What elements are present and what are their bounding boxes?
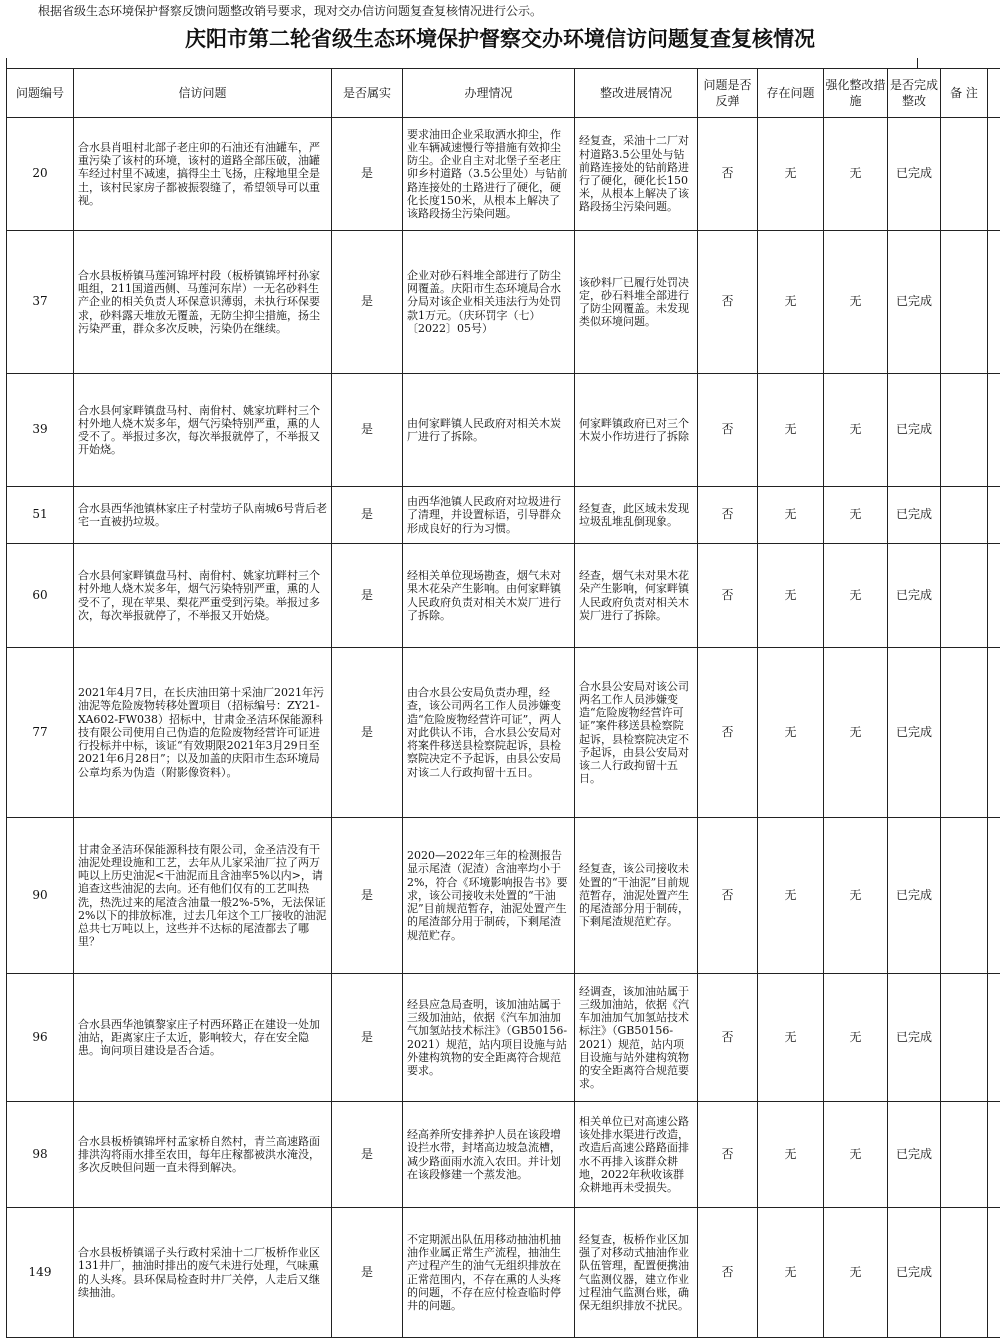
completed-cell: 已完成 — [888, 818, 941, 974]
issue-text-cell: 合水县何家畔镇盘马村、南佾村、姚家坑畔村三个村外地人烧木炭多年，烟气污染特别严重，熏的人受不了，现在苹果、梨花严重受到污染。举报过多次，每次举报就停了，不举报又开始烧。 — [74, 544, 332, 648]
problem-cell: 无 — [758, 1208, 824, 1338]
progress-cell: 何家畔镇政府已对三个木炭小作坊进行了拆除 — [575, 374, 698, 487]
handling-cell: 要求油田企业采取洒水抑尘，作业车辆减速慢行等措施有效抑尘防尘。企业自主对北堡子至老庄卯乡村道路（3.5公里处）与钻前路连接处的土路进行了硬化，硬化长度150米，从根本上解决了该路段扬尘污染问题。 — [403, 118, 575, 231]
issue-text-cell: 甘肃金圣洁环保能源科技有限公司，金圣洁没有干油泥处理设施和工艺，去年从儿家采油厂拉了两万吨以上历史油泥<干油泥而且含油率5%以内>，请追查这些油泥的去向。还有他们仅有的工艺叫热洗，热洗过来的尾渣含油量一般2%-5%，无法保证2%以下的排放标准，过去几年这个工厂接收的油泥总共七万吨以上，这些并不达标的尾渣都去了哪里？ — [74, 818, 332, 974]
rebound-cell: 否 — [698, 118, 758, 231]
rebound-cell: 否 — [698, 1102, 758, 1208]
issue-id-cell: 149 — [7, 1208, 74, 1338]
completed-cell: 已完成 — [888, 231, 941, 374]
issue-id-cell: 39 — [7, 374, 74, 487]
handling-cell: 由西华池镇人民政府对垃圾进行了清理，并设置标语，引导群众形成良好的行为习惯。 — [403, 487, 575, 544]
measure-cell: 无 — [824, 1208, 888, 1338]
completed-cell: 已完成 — [888, 118, 941, 231]
column-header: 强化整改措施 — [824, 69, 888, 118]
problem-cell: 无 — [758, 818, 824, 974]
measure-cell: 无 — [824, 1102, 888, 1208]
note-cell — [941, 487, 988, 544]
verified-cell: 是 — [332, 1102, 403, 1208]
rebound-cell: 否 — [698, 974, 758, 1102]
note-cell — [941, 648, 988, 818]
verified-cell: 是 — [332, 818, 403, 974]
column-header: 整改进展情况 — [575, 69, 698, 118]
problem-cell: 无 — [758, 544, 824, 648]
issue-text-cell: 合水县板桥镇锦坪村孟家桥自然村，青兰高速路面排洪沟将雨水排至农田，每年庄稼都被洪水淹没，多次反映但问题一直未得到解决。 — [74, 1102, 332, 1208]
column-header: 是否完成整改 — [888, 69, 941, 118]
note-cell — [941, 818, 988, 974]
verified-cell: 是 — [332, 648, 403, 818]
blank-cell — [988, 648, 1000, 818]
completed-cell: 已完成 — [888, 1208, 941, 1338]
completed-cell: 已完成 — [888, 487, 941, 544]
verified-cell: 是 — [332, 231, 403, 374]
problem-cell: 无 — [758, 974, 824, 1102]
verified-cell: 是 — [332, 1208, 403, 1338]
blank-cell — [988, 118, 1000, 231]
column-header: 信访问题 — [74, 69, 332, 118]
progress-cell: 经复查，采油十二厂对村道路3.5公里处与钻前路连接处的钻前路进行了硬化，硬化长150米，从根本上解决了该路段扬尘污染问题。 — [575, 118, 698, 231]
issue-text-cell: 合水县肖咀村北部子老庄卯的石油还有油罐车，严重污染了该村的环境，该村的道路全部压破，油罐车经过村里不减速，搞得尘土飞扬，庄稼地里全是土，该村民家房子都被振裂缝了，希望领导可以重视。 — [74, 118, 332, 231]
note-cell — [941, 374, 988, 487]
problem-cell: 无 — [758, 374, 824, 487]
problem-cell: 无 — [758, 118, 824, 231]
completed-cell: 已完成 — [888, 974, 941, 1102]
note-cell — [941, 974, 988, 1102]
progress-cell: 经复查，板桥作业区加强了对移动式抽油作业队伍管理，配置便携油气监测仪器，建立作业过程油气监测台账，确保无组织排放不扰民。 — [575, 1208, 698, 1338]
rebound-cell: 否 — [698, 648, 758, 818]
measure-cell: 无 — [824, 648, 888, 818]
table-row — [7, 118, 1000, 231]
column-header: 备 注 — [941, 69, 988, 118]
measure-cell: 无 — [824, 818, 888, 974]
note-cell — [941, 1102, 988, 1208]
measure-cell: 无 — [824, 374, 888, 487]
issue-text-cell: 合水县板桥镇谣子头行政村采油十二厂板桥作业区131井厂，抽油时排出的废气未进行处理，气味熏的人头疼。县环保局检查时井厂关停，人走后又继续抽油。 — [74, 1208, 332, 1338]
handling-cell: 经相关单位现场勘查，烟气未对果木花朵产生影响。由何家畔镇人民政府负责对相关木炭厂进行了拆除。 — [403, 544, 575, 648]
verified-cell: 是 — [332, 118, 403, 231]
header-row — [7, 69, 1000, 118]
table-row — [7, 231, 1000, 374]
completed-cell: 已完成 — [888, 374, 941, 487]
column-header: 办理情况 — [403, 69, 575, 118]
issue-text-cell: 合水县板桥镇马莲河锦坪村段（板桥镇锦坪村孙家咀组，211国道西侧、马莲河东岸）一无名砂料生产企业的相关负责人环保意识薄弱，未执行环保要求，砂料露天堆放无覆盖，无防尘抑尘措施，扬尘污染严重，群众多次反映，污染仍在继续。 — [74, 231, 332, 374]
rebound-cell: 否 — [698, 487, 758, 544]
progress-cell: 合水县公安局对该公司两名工作人员涉嫌变造“危险废物经营许可证”案件移送县检察院起诉，县检察院决定不予起诉，由县公安局对该二人行政拘留十五日。 — [575, 648, 698, 818]
progress-cell: 经调查，该加油站属于三级加油站，依据《汽车加油加气加氢站技术标注》（GB50156-2021）规范，站内项目设施与站外建构筑物的安全距离符合规范要求。 — [575, 974, 698, 1102]
measure-cell: 无 — [824, 487, 888, 544]
blank-header-cell — [988, 69, 1000, 118]
problem-cell: 无 — [758, 1102, 824, 1208]
table-row — [7, 544, 1000, 648]
verified-cell: 是 — [332, 487, 403, 544]
column-header: 问题编号 — [7, 69, 74, 118]
review-table — [6, 68, 1000, 1338]
problem-cell: 无 — [758, 648, 824, 818]
handling-cell: 2020—2022年三年的检测报告显示尾渣（泥渣）含油率均小于2%，符合《环境影响报告书》要求，该公司接收未处置的“干油泥”目前规范暂存，油泥处置产生的尾渣部分用于制砖，下剩尾渣规范贮存。 — [403, 818, 575, 974]
intro-text: 根据省级生态环境保护督察反馈问题整改销号要求，现对交办信访问题复查复核情况进行公示。 — [38, 2, 542, 20]
problem-cell: 无 — [758, 231, 824, 374]
handling-cell: 经县应急局查明，该加油站属于三级加油站，依据《汽车加油加气加氢站技术标注》（GB50156-2021）规范，站内项目设施与站外建构筑物的安全距离符合规范要求。 — [403, 974, 575, 1102]
issue-id-cell: 96 — [7, 974, 74, 1102]
issue-id-cell: 51 — [7, 487, 74, 544]
issue-id-cell: 90 — [7, 818, 74, 974]
verified-cell: 是 — [332, 974, 403, 1102]
completed-cell: 已完成 — [888, 1102, 941, 1208]
note-cell — [941, 544, 988, 648]
rebound-cell: 否 — [698, 374, 758, 487]
progress-cell: 相关单位已对高速公路该处排水渠进行改造，改造后高速公路路面排水不再排入该群众耕地，2022年秋收该群众耕地再未受损失。 — [575, 1102, 698, 1208]
table-row — [7, 1208, 1000, 1338]
issue-text-cell: 合水县西华池镇黎家庄子村西环路正在建设一处加油站，距离家庄子太近，影响较大，存在安全隐患。询问项目建设是否合适。 — [74, 974, 332, 1102]
table-row — [7, 818, 1000, 974]
handling-cell: 企业对砂石料堆全部进行了防尘网覆盖。庆阳市生态环境局合水分局对该企业相关违法行为处罚款1万元。（庆环罚字（七）〔2022〕05号） — [403, 231, 575, 374]
blank-cell — [988, 818, 1000, 974]
table-row — [7, 374, 1000, 487]
handling-cell: 由何家畔镇人民政府对相关木炭厂进行了拆除。 — [403, 374, 575, 487]
blank-cell — [988, 1102, 1000, 1208]
blank-cell — [988, 487, 1000, 544]
rebound-cell: 否 — [698, 544, 758, 648]
completed-cell: 已完成 — [888, 648, 941, 818]
handling-cell: 由合水县公安局负责办理，经查，该公司两名工作人员涉嫌变造“危险废物经营许可证”，两人对此供认不讳，合水县公安局对将案件移送县检察院起诉，县检察院决定不予起诉，由县公安局对该二人行政拘留十五日。 — [403, 648, 575, 818]
progress-cell: 该砂料厂已履行处罚决定，砂石料堆全部进行了防尘网覆盖。未发现类似环境问题。 — [575, 231, 698, 374]
blank-cell — [988, 231, 1000, 374]
blank-cell — [988, 1208, 1000, 1338]
issue-id-cell: 60 — [7, 544, 74, 648]
blank-cell — [988, 544, 1000, 648]
issue-id-cell: 37 — [7, 231, 74, 374]
table-top-spacer — [6, 58, 918, 68]
handling-cell: 不定期派出队伍用移动抽油机抽油作业属正常生产流程，抽油生产过程产生的油气无组织排放在正常范围内，不存在熏的人头疼的问题，不存在应付检查临时停井的问题。 — [403, 1208, 575, 1338]
rebound-cell: 否 — [698, 231, 758, 374]
note-cell — [941, 231, 988, 374]
problem-cell: 无 — [758, 487, 824, 544]
progress-cell: 经查，烟气未对果木花朵产生影响，何家畔镇人民政府负责对相关木炭厂进行了拆除。 — [575, 544, 698, 648]
column-header: 存在问题 — [758, 69, 824, 118]
handling-cell: 经高养所安排养护人员在该段增设拦水带，封堵高边坡急流槽，减少路面雨水流入农田。并计划在该段修建一个蒸发池。 — [403, 1102, 575, 1208]
issue-id-cell: 98 — [7, 1102, 74, 1208]
completed-cell: 已完成 — [888, 544, 941, 648]
note-cell — [941, 1208, 988, 1338]
progress-cell: 经复查，该公司接收未处置的“干油泥”目前规范暂存，油泥处置产生的尾渣部分用于制砖，下剩尾渣规范贮存。 — [575, 818, 698, 974]
verified-cell: 是 — [332, 544, 403, 648]
measure-cell: 无 — [824, 974, 888, 1102]
table-row — [7, 487, 1000, 544]
blank-cell — [988, 974, 1000, 1102]
blank-cell — [988, 374, 1000, 487]
table-row — [7, 648, 1000, 818]
rebound-cell: 否 — [698, 1208, 758, 1338]
verified-cell: 是 — [332, 374, 403, 487]
table-body — [7, 118, 1000, 1338]
issue-text-cell: 2021年4月7日，在长庆油田第十采油厂2021年污油泥等危险废物转移处置项目（招标编号：ZY21-XA602-FW038）招标中，甘肃金圣洁环保能源科技有限公司使用自己伪造的危险废物经营许可证进行投标并中标，该证“有效期限2021年3月29日至2021年6月28日”；以及加盖的庆阳市生态环境局公章均系为伪造（附影像资料）。 — [74, 648, 332, 818]
issue-text-cell: 合水县何家畔镇盘马村、南佾村、姚家坑畔村三个村外地人烧木炭多年，烟气污染特别严重，熏的人受不了。举报过多次，每次举报就停了，不举报又开始烧。 — [74, 374, 332, 487]
table-row — [7, 974, 1000, 1102]
column-header: 问题是否反弹 — [698, 69, 758, 118]
column-header: 是否属实 — [332, 69, 403, 118]
measure-cell: 无 — [824, 118, 888, 231]
progress-cell: 经复查，此区域未发现垃圾乱堆乱倒现象。 — [575, 487, 698, 544]
measure-cell: 无 — [824, 231, 888, 374]
table-row — [7, 1102, 1000, 1208]
issue-id-cell: 77 — [7, 648, 74, 818]
measure-cell: 无 — [824, 544, 888, 648]
issue-text-cell: 合水县西华池镇林家庄子村莹坊子队南城6号背后老宅一直被扔垃圾。 — [74, 487, 332, 544]
note-cell — [941, 118, 988, 231]
rebound-cell: 否 — [698, 818, 758, 974]
document-title: 庆阳市第二轮省级生态环境保护督察交办环境信访问题复查复核情况 — [0, 22, 1000, 56]
issue-id-cell: 20 — [7, 118, 74, 231]
